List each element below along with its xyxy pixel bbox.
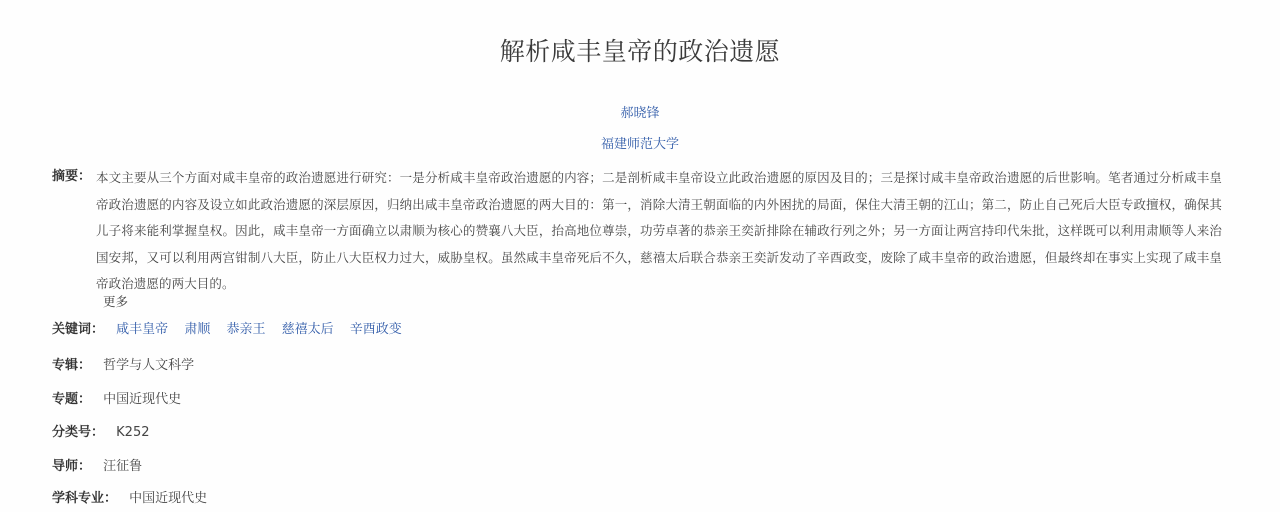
series-row [52, 356, 194, 376]
series-label: 专辑： [52, 358, 92, 373]
topic-label: 专题： [52, 392, 92, 407]
topic-value: 中国近现代史 [103, 392, 182, 407]
more-link[interactable]: 更多 [103, 294, 129, 309]
author-link[interactable]: 郝晓锋 [620, 106, 660, 121]
series-value: 哲学与人文科学 [103, 358, 195, 373]
major-row [52, 489, 207, 509]
advisor-label: 导师： [52, 459, 92, 474]
classification-value: K252 [116, 425, 150, 440]
keyword-link[interactable]: 辛酉政变 [349, 322, 402, 337]
keywords-row [52, 320, 414, 340]
advisor-value: 汪征鲁 [103, 459, 143, 474]
abstract-label: 摘要： [52, 169, 92, 184]
keyword-link[interactable]: 咸丰皇帝 [116, 322, 169, 337]
topic-row [52, 390, 181, 410]
page-title: 解析咸丰皇帝的政治遗愿 [499, 37, 781, 66]
classification-label: 分类号： [52, 425, 105, 440]
major-value: 中国近现代史 [129, 491, 208, 506]
major-label: 学科专业： [52, 491, 118, 506]
keyword-link[interactable]: 慈禧太后 [281, 322, 334, 337]
advisor-row [52, 457, 142, 477]
classification-row [52, 423, 150, 443]
abstract-text: 本文主要从三个方面对咸丰皇帝的政治遗愿进行研究：一是分析咸丰皇帝政治遗愿的内容；二是剖析咸丰皇帝设立此政治遗愿的原因及目的；三是探讨咸丰皇帝政治遗愿的后世影响。笔者通过分析咸丰皇帝政治遗愿的内容及设立如此政治遗愿的深层原因，归纳出咸丰皇帝政治遗愿的两大目的：第一，消除大清王朝面临的内外困扰的局面，保住大清王朝的江山；第二，防止自己死后大臣专政擅权，确保其儿子将来能利掌握皇权。因此，咸丰皇帝一方面确立以肃顺为核心的赞襄八大臣，抬高地位尊崇，功劳卓著的恭亲王奕訢排除在辅政行列之外；另一方面让两宫持印代朱批，这样既可以利用肃顺等人来治国安邦，又可以利用两宫钳制八大臣，防止八大臣权力过大，威胁皇权。虽然咸丰皇帝死后不久，慈禧太后联合恭亲王奕訢发动了辛酉政变，废除了咸丰皇帝的政治遗愿，但最终却在事实上实现了咸丰皇帝政治遗愿的两大目的。 [96, 170, 1222, 291]
keyword-link[interactable]: 肃顺 [184, 322, 211, 337]
keyword-link[interactable]: 恭亲王 [226, 322, 266, 337]
organization-link[interactable]: 福建师范大学 [600, 137, 679, 152]
keywords-label: 关键词： [52, 322, 105, 337]
keywords-list [116, 320, 414, 340]
